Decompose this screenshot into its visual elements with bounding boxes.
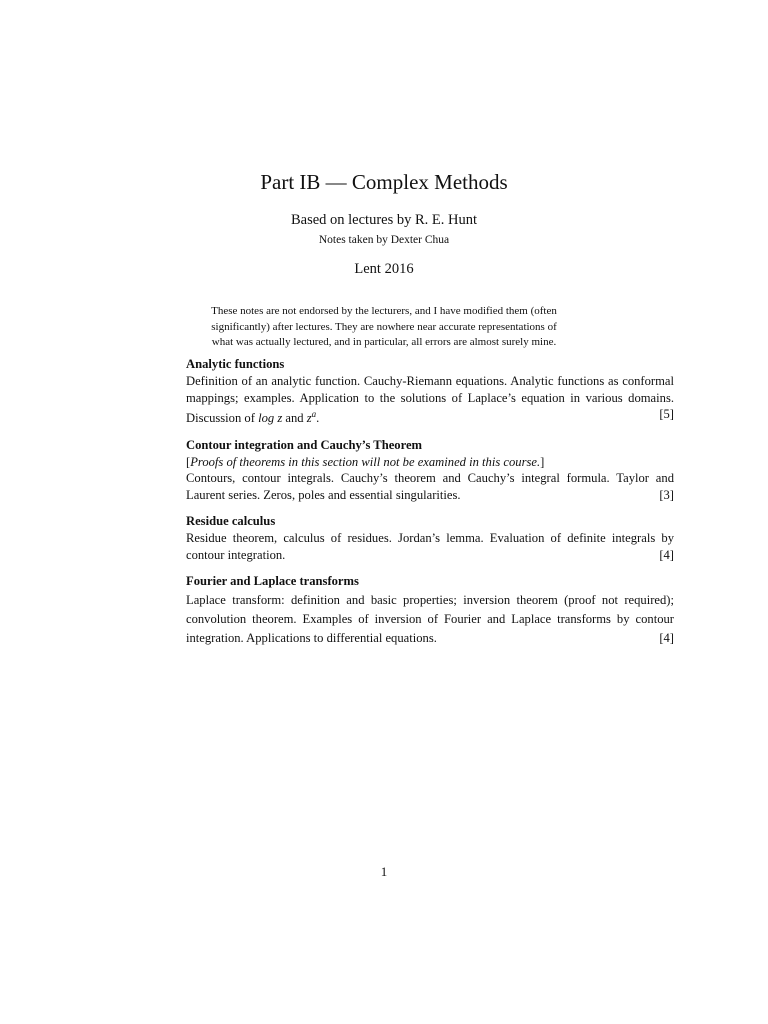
notes-author: Notes taken by Dexter Chua (318, 234, 450, 246)
disclaimer-paragraph: These notes are not endorsed by the lecturers, and I have modified them (often significantly) after lectures. They are nowhere near accurate representations of what was actually lectured, and in particular, all errors are almost surely mine. (211, 305, 557, 348)
section-analytic-functions (186, 356, 674, 427)
lecture-count: [3] (659, 487, 674, 502)
lecture-count: [5] (659, 407, 674, 421)
section-fourier-laplace (186, 573, 674, 648)
section-heading: Analytic functions (186, 357, 285, 371)
section-contour-integration (186, 437, 674, 504)
section-heading: Contour integration and Cauchy’s Theorem (186, 437, 423, 452)
lecture-count: [4] (659, 547, 674, 562)
section-body (186, 373, 674, 427)
section-text: Contours, contour integrals. Cauchy’s theorem and Cauchy’s integral formula. Taylor and Laurent series. Zeros, poles and essential singularities. (186, 471, 674, 502)
math-log-z: log z (258, 411, 283, 426)
section-text: and (282, 411, 307, 426)
section-heading: Residue calculus (186, 514, 276, 529)
section-heading: Fourier and Laplace transforms (186, 574, 359, 589)
lecturer-byline: Based on lectures by R. E. Hunt (290, 212, 478, 228)
section-text: Residue theorem, calculus of residues. Jordan’s lemma. Evaluation of definite integrals by contour integration. (186, 531, 674, 562)
math-z-power (307, 411, 316, 425)
syllabus-sections (186, 356, 674, 658)
term-date: Lent 2016 (354, 261, 414, 277)
section-body (186, 591, 674, 648)
math-exponent: a (311, 409, 317, 419)
section-note (186, 454, 674, 471)
section-body (186, 530, 674, 563)
section-text: Definition of an analytic function. Cauchy-Riemann equations. Analytic functions as conformal mappings; examples. Application to the solutions of Laplace’s equation in various domains. Discussion of (186, 374, 674, 426)
section-text: Laplace transform: definition and basic properties; inversion theorem (proof not required); convolution theorem. Examples of inversion of Fourier and Laplace transforms by contour integration. Applications to differential equations. (186, 593, 674, 646)
bracket-close: ] (540, 454, 545, 469)
page-title: Part IB — Complex Methods (260, 170, 508, 194)
lecture-count: [4] (659, 631, 674, 646)
section-text: . (316, 411, 320, 426)
bracket-open: [ (186, 454, 191, 469)
section-body (186, 470, 674, 503)
examination-note: Proofs of theorems in this section will not be examined in this course. (190, 454, 541, 469)
section-residue-calculus (186, 513, 674, 563)
page-number: 1 (380, 864, 388, 879)
math-base: z (306, 411, 312, 426)
